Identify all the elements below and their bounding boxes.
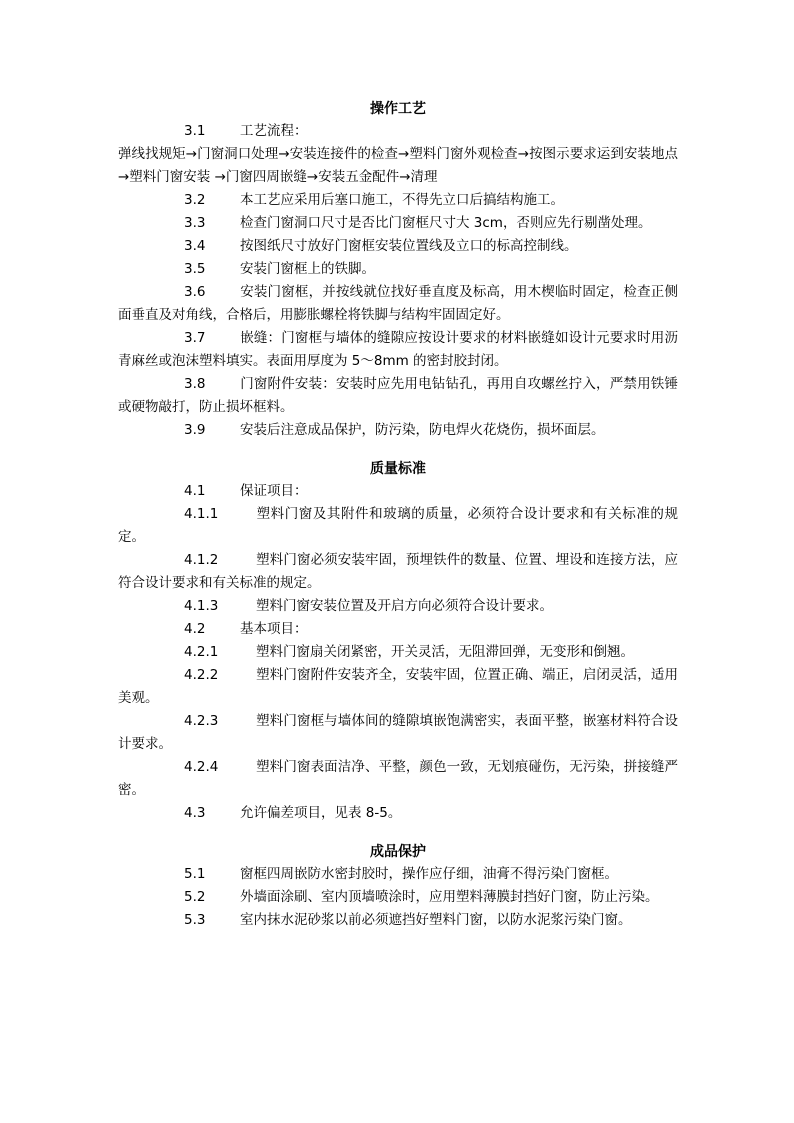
clause-text: 塑料门窗必须安装牢固，预埋铁件的数量、位置、埋设和连接方法，应符合设计要求和有关标准的规定。 [118, 552, 678, 591]
clause-text: 弹线找规矩→门窗洞口处理→安装连接件的检查→塑料门窗外观检查→按图示要求运到安装地点→塑料门窗安装 →门窗四周嵌缝→安装五金配件→清理 [118, 146, 678, 185]
clause-number: 3.1 [184, 123, 206, 139]
clause-number: 4.2 [184, 621, 206, 637]
clause-text: 门窗附件安装：安装时应先用电钻钻孔，再用自攻螺丝拧入，严禁用铁锤或硬物敲打，防止损坏框料。 [118, 376, 678, 415]
clause-number: 4.3 [184, 805, 206, 821]
clause-text: 检查门窗洞口尺寸是否比门窗框尺寸大 3cm，否则应先行剔凿处理。 [240, 215, 652, 231]
paragraph [118, 480, 678, 503]
clause-number: 3.7 [184, 330, 206, 346]
clause-number: 4.2.3 [184, 713, 219, 729]
paragraph [118, 664, 678, 710]
clause-text: 允许偏差项目，见表 8-5。 [240, 805, 402, 821]
clause-number: 5.3 [184, 912, 206, 928]
paragraph [118, 235, 678, 258]
paragraph [118, 886, 678, 909]
paragraph [118, 212, 678, 235]
paragraph-flow [118, 143, 678, 189]
clause-text: 塑料门窗扇关闭紧密，开关灵活，无阻滞回弹，无变形和倒翘。 [256, 644, 634, 660]
paragraph [118, 327, 678, 373]
clause-text: 安装门窗框，并按线就位找好垂直度及标高，用木楔临时固定，检查正侧面垂直及对角线，合格后，用膨胀螺栓将铁脚与结构牢固固定好。 [118, 284, 678, 323]
paragraph [118, 618, 678, 641]
section-gap [118, 442, 678, 458]
section-title-operation: 操作工艺 [370, 101, 426, 117]
clause-text: 工艺流程： [240, 123, 308, 139]
document-content [118, 98, 678, 932]
clause-text: 外墙面涂刷、室内顶墙喷涂时，应用塑料薄膜封挡好门窗，防止污染。 [240, 889, 659, 905]
clause-number: 4.1 [184, 483, 206, 499]
clause-number: 5.1 [184, 866, 206, 882]
clause-number: 3.5 [184, 261, 206, 277]
paragraph [118, 419, 678, 442]
clause-text: 嵌缝：门窗框与墙体的缝隙应按设计要求的材料嵌缝如设计元要求时用沥青麻丝或泡沫塑料填实。表面用厚度为 5～8mm 的密封胶封闭。 [118, 330, 678, 369]
paragraph [118, 909, 678, 932]
paragraph [118, 863, 678, 886]
clause-text: 保证项目： [240, 483, 308, 499]
clause-number: 3.2 [184, 192, 206, 208]
paragraph [118, 189, 678, 212]
paragraph [118, 373, 678, 419]
paragraph [118, 549, 678, 595]
paragraph [118, 120, 678, 143]
section-gap [118, 825, 678, 841]
clause-text: 塑料门窗及其附件和玻璃的质量，必须符合设计要求和有关标准的规定。 [118, 506, 678, 545]
clause-number: 4.2.4 [184, 759, 219, 775]
paragraph [118, 281, 678, 327]
clause-text: 安装后注意成品保护，防污染，防电焊火花烧伤，损坏面层。 [240, 422, 605, 438]
clause-number: 4.1.3 [184, 598, 219, 614]
clause-text: 塑料门窗安装位置及开启方向必须符合设计要求。 [256, 598, 553, 614]
clause-text: 安装门窗框上的铁脚。 [240, 261, 375, 277]
clause-text: 塑料门窗附件安装齐全，安装牢固，位置正确、端正，启闭灵活，适用美观。 [118, 667, 678, 706]
clause-number: 4.2.2 [184, 667, 219, 683]
clause-text: 塑料门窗框与墙体间的缝隙填嵌饱满密实，表面平整，嵌塞材料符合设计要求。 [118, 713, 678, 752]
clause-number: 4.2.1 [184, 644, 219, 660]
clause-number: 3.4 [184, 238, 206, 254]
clause-number: 4.1.1 [184, 506, 219, 522]
paragraph [118, 595, 678, 618]
clause-number: 3.8 [184, 376, 206, 392]
clause-text: 本工艺应采用后塞口施工，不得先立口后搞结构施工。 [240, 192, 564, 208]
clause-text: 基本项目： [240, 621, 308, 637]
paragraph [118, 756, 678, 802]
clause-text: 按图纸尺寸放好门窗框安装位置线及立口的标高控制线。 [240, 238, 578, 254]
clause-text: 室内抹水泥砂浆以前必须遮挡好塑料门窗，以防水泥浆污染门窗。 [240, 912, 632, 928]
clause-text: 塑料门窗表面洁净、平整，颜色一致，无划痕碰伤，无污染，拼接缝严密。 [118, 759, 678, 798]
clause-number: 3.9 [184, 422, 206, 438]
paragraph [118, 258, 678, 281]
paragraph [118, 641, 678, 664]
clause-text: 窗框四周嵌防水密封胶时，操作应仔细，油膏不得污染门窗框。 [240, 866, 618, 882]
paragraph [118, 710, 678, 756]
paragraph [118, 802, 678, 825]
clause-number: 3.3 [184, 215, 206, 231]
section-title-quality: 质量标准 [370, 461, 426, 477]
clause-number: 5.2 [184, 889, 206, 905]
paragraph [118, 503, 678, 549]
clause-number: 4.1.2 [184, 552, 219, 568]
clause-number: 3.6 [184, 284, 206, 300]
section-title-protection: 成品保护 [370, 844, 426, 860]
